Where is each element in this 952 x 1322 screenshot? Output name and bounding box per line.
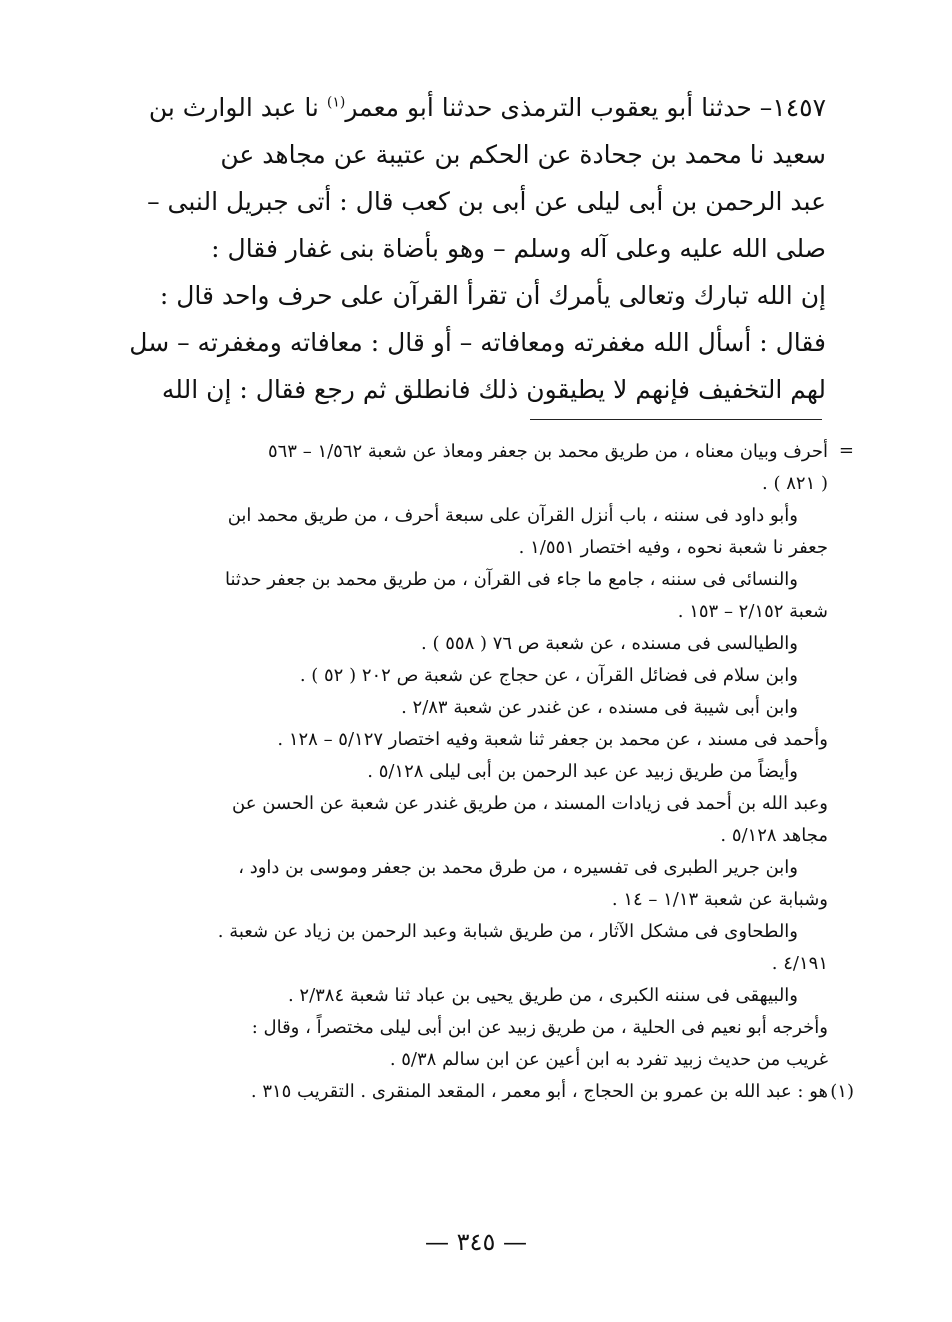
- note-line: ( ٨٢١ ) .: [762, 473, 828, 494]
- footnotes-block: [126, 436, 854, 1108]
- note-line: ٤/١٩١ .: [771, 953, 828, 974]
- hadith-line-2: سعيد نا محمد بن جحادة عن الحكم بن عتيبة عن مجاهد عن: [220, 140, 826, 169]
- hadith-line-1-tail: نا عبد الوارث بن: [148, 93, 319, 122]
- footnote-reference: (١): [326, 94, 346, 111]
- note-line: وعبد الله بن أحمد فى زيادات المسند ، من طريق غندر عن شعبة عن الحسن عن: [232, 793, 828, 814]
- page-number: — ٣٤٥ —: [425, 1228, 527, 1256]
- hadith-line-4: صلى الله عليه وعلى آله وسلم – وهو بأضاة بنى غفار فقال :: [211, 234, 826, 263]
- hadith-text: [126, 84, 826, 413]
- note-line: وأخرجه أبو نعيم فى الحلية ، من طريق زبيد عن ابن أبى ليلى مختصراً ، وقال :: [251, 1017, 828, 1038]
- note-line: وابن جرير الطبرى فى تفسيره ، من طرق محمد بن جعفر وموسى بن داود ،: [238, 857, 798, 878]
- footnote-1: [126, 1076, 854, 1108]
- note-line: والطحاوى فى مشكل الآثار ، من طريق شبابة وعبد الرحمن بن زياد عن شعبة .: [217, 921, 798, 942]
- note-line: وشبابة عن شعبة ١/١٣ – ١٤ .: [611, 889, 828, 910]
- note-line: أحرف وبيان معناه ، من طريق محمد بن جعفر ومعاذ عن شعبة ١/٥٦٢ – ٥٦٣: [267, 441, 828, 462]
- note-line: جعفر نا شعبة نحوه ، وفيه اختصار ١/٥٥١ .: [518, 537, 828, 558]
- hadith-line-6: فقال : أسأل الله مغفرته ومعافاته – أو قال : معافاته ومغفرته – سل: [129, 328, 826, 357]
- note-line: وأبو داود فى سننه ، باب أنزل القرآن على سبعة أحرف ، من طريق محمد ابن: [227, 505, 798, 526]
- note-line: غريب من حديث زبيد تفرد به ابن أعين عن ابن سالم ٥/٣٨ .: [389, 1049, 828, 1070]
- hadith-line-3: عبد الرحمن بن أبى ليلى عن أبى بن كعب قال : أتى جبريل النبى –: [147, 187, 826, 216]
- note-line: وأحمد فى مسند ، عن محمد بن جعفر ثنا شعبة وفيه اختصار ٥/١٢٧ – ١٢٨ .: [277, 729, 828, 750]
- continuation-marker: =: [838, 440, 854, 461]
- footnote-separator: [530, 419, 822, 420]
- note-line: وابن أبى شيبة فى مسنده ، عن غندر عن شعبة ٢/٨٣ .: [401, 697, 798, 718]
- note-line: والنسائى فى سننه ، جامع ما جاء فى القرآن ، من طريق محمد بن جعفر حدثنا: [225, 569, 798, 590]
- note-line: والطيالسى فى مسنده ، عن شعبة ص ٧٦ ( ٥٥٨ ) .: [421, 633, 798, 654]
- footnote-marker: (١): [830, 1081, 854, 1102]
- note-line: وابن سلام فى فضائل القرآن ، عن حجاج عن شعبة ص ٢٠٢ ( ٥٢ ) .: [299, 665, 798, 686]
- hadith-line-1-head: ١٤٥٧– حدثنا أبو يعقوب الترمذى حدثنا أبو معمر: [345, 93, 826, 122]
- note-line: مجاهد ٥/١٢٨ .: [720, 825, 828, 846]
- hadith-line-1: [126, 84, 826, 131]
- hadith-line-5: إن الله تبارك وتعالى يأمرك أن تقرأ القرآن على حرف واحد قال :: [159, 281, 826, 310]
- note-line: شعبة ٢/١٥٢ – ١٥٣ .: [677, 601, 828, 622]
- note-line: وأيضاً من طريق زبيد عن عبد الرحمن بن أبى ليلى ٥/١٢٨ .: [367, 761, 798, 782]
- note-line: والبيهقى فى سننه الكبرى ، من طريق يحيى بن عباد ثنا شعبة ٢/٣٨٤ .: [287, 985, 798, 1006]
- footnote-text: هو : عبد الله بن عمرو بن الحجاج ، أبو معمر ، المقعد المنقرى . التقريب ٣١٥ .: [250, 1081, 828, 1102]
- hadith-line-7: لهم التخفيف فإنهم لا يطيقون ذلك فانطلق ثم رجع فقال : إن الله: [161, 375, 826, 404]
